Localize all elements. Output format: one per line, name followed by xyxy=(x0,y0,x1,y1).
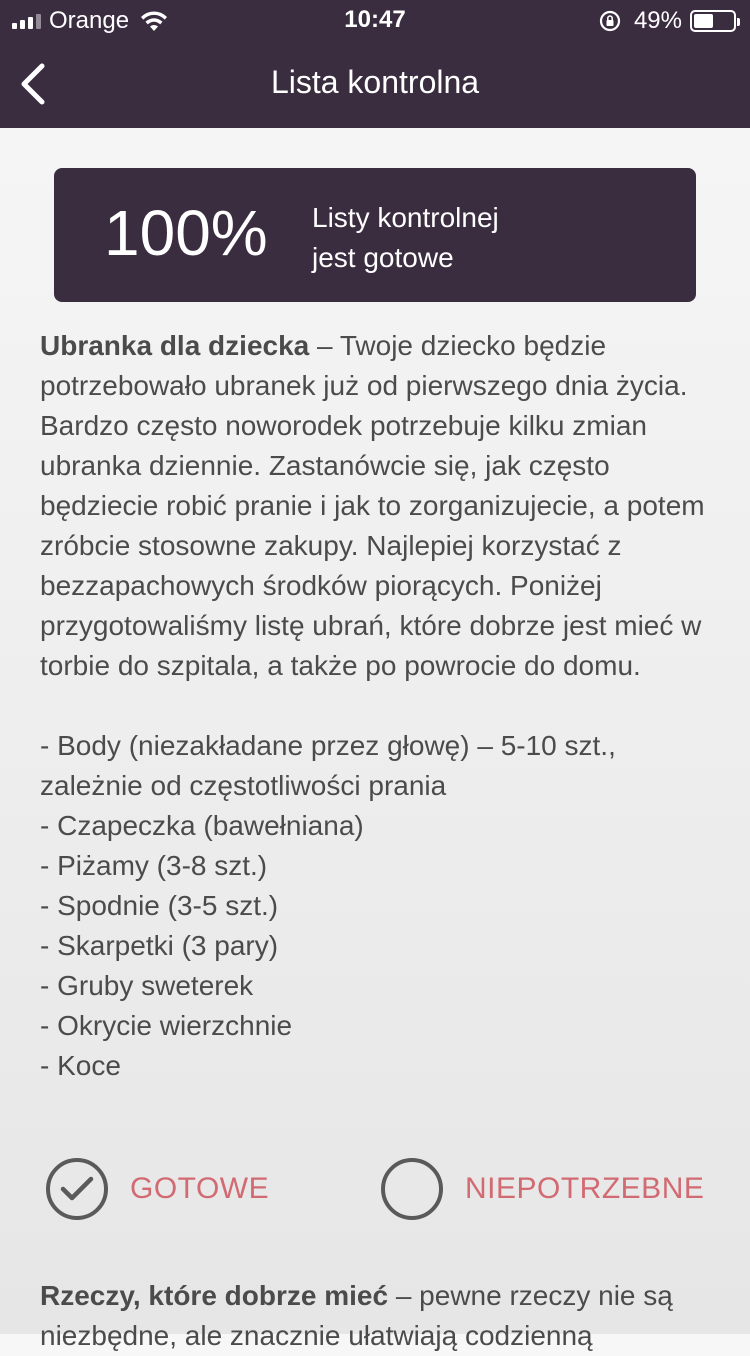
done-button[interactable] xyxy=(46,1158,269,1220)
next-section-text xyxy=(40,1276,720,1356)
list-item: - Body (niezakładane przez głowę) – 5-10 szt., zależnie od częstotliwości prania xyxy=(40,730,616,801)
list-item: - Piżamy (3-8 szt.) xyxy=(40,850,268,881)
article-intro-text: – Twoje dziecko będzie potrzebowało ubranek już od pierwszego dnia życia. Bardzo często noworodek potrzebuje kilku zmian ubranka dziennie. Zastanówcie się, jak często będziecie robić pranie i jak to zorganizujecie, a potem zróbcie stosowne zakupy. Najlepiej korzystać z bezzapachowych środków piorących. Poniżej przygotowaliśmy listę ubrań, które dobrze jest mieć w torbie do szpitala, a także po powrocie do domu. xyxy=(40,330,705,681)
next-section-heading: Rzeczy, które dobrze mieć xyxy=(40,1280,389,1311)
status-right xyxy=(598,8,736,34)
battery-fill xyxy=(694,14,713,28)
rotation-lock-icon xyxy=(598,9,622,33)
carrier-name: Orange xyxy=(49,7,130,34)
empty-circle-icon xyxy=(381,1158,443,1220)
unneeded-button[interactable] xyxy=(381,1158,704,1220)
status-bar xyxy=(0,0,750,40)
top-bar xyxy=(0,0,750,128)
battery-percent: 49% xyxy=(633,7,682,34)
article-intro xyxy=(40,326,720,686)
list-item: - Spodnie (3-5 szt.) xyxy=(40,890,279,921)
unneeded-label: NIEPOTRZEBNE xyxy=(465,1172,705,1205)
checkmark-circle-icon xyxy=(46,1158,108,1220)
page-title: Lista kontrolna xyxy=(270,64,480,100)
list-item: - Czapeczka (bawełniana) xyxy=(40,810,364,841)
list-item: - Skarpetki (3 pary) xyxy=(40,930,279,961)
checklist-article xyxy=(40,326,720,1126)
progress-label-line2: jest gotowe xyxy=(312,242,454,273)
article-intro-heading: Ubranka dla dziecka xyxy=(40,330,310,361)
battery-icon xyxy=(690,10,736,32)
progress-label-line1: Listy kontrolnej xyxy=(312,202,499,233)
status-time: 10:47 xyxy=(344,6,406,33)
list-item: - Koce xyxy=(40,1050,121,1081)
progress-label xyxy=(312,198,632,278)
list-item: - Okrycie wierzchnie xyxy=(40,1010,293,1041)
progress-value: 100% xyxy=(104,197,268,269)
progress-card xyxy=(54,168,696,302)
list-item: - Gruby sweterek xyxy=(40,970,254,1001)
checkmark-icon xyxy=(60,1175,94,1203)
done-label: GOTOWE xyxy=(130,1172,270,1205)
next-section-body: – pewne rzeczy nie są niezbędne, ale znacznie ułatwiają codzienną xyxy=(40,1280,673,1351)
